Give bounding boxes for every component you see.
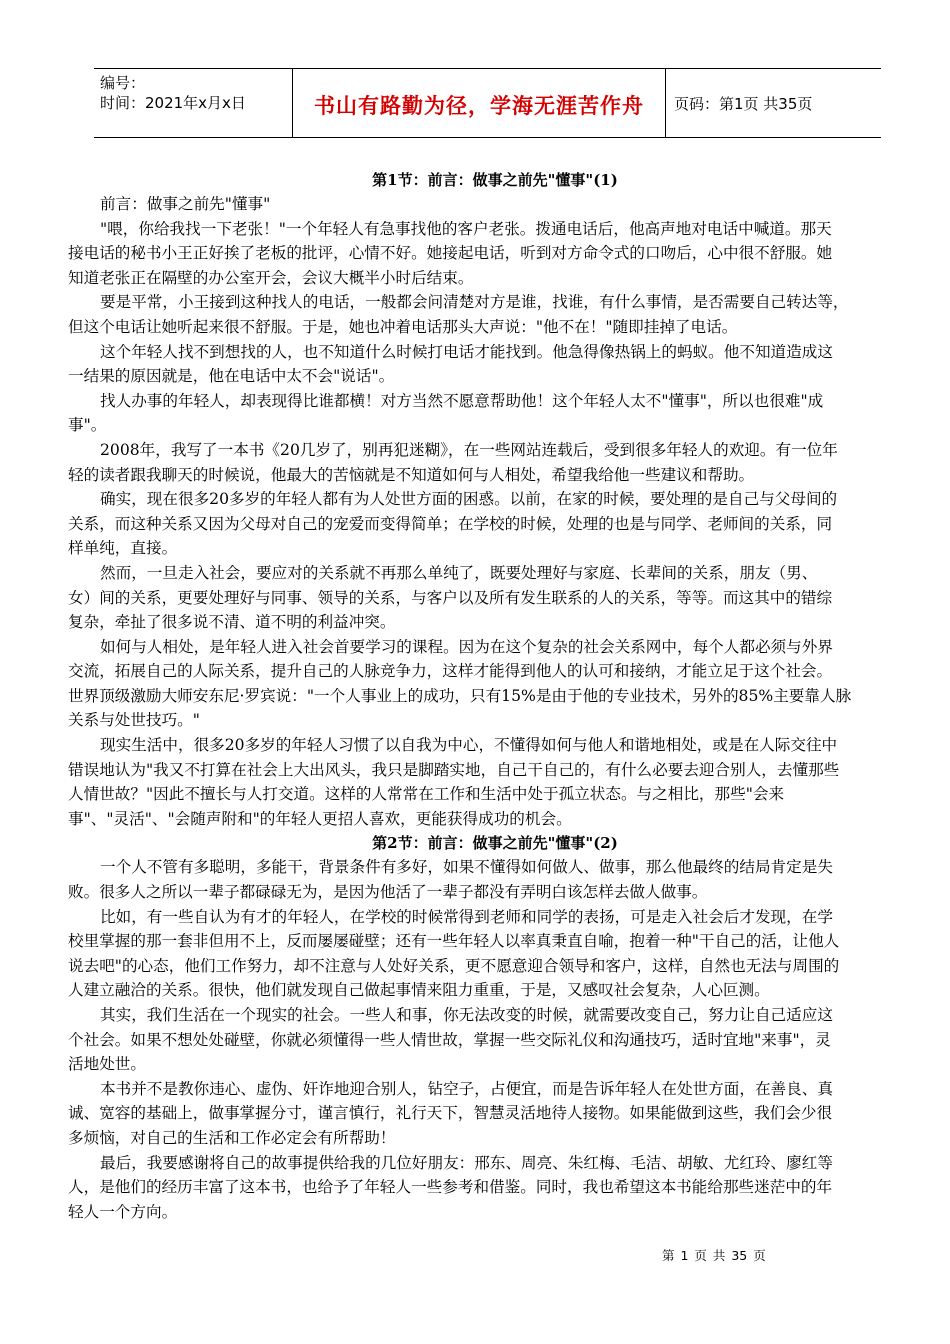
- paragraph-line: 轻的读者跟我聊天的时候说，他最大的苦恼就是不知道如何与人相处，希望我给他一些建议和帮助。: [68, 465, 755, 484]
- paragraph-line: 人建立融洽的关系。很快，他们就发现自己做起事情来阻力重重，于是，又感叹社会复杂，人心叵测。: [68, 981, 770, 1000]
- paragraph: [68, 855, 890, 904]
- paragraph-line: 人，是他们的经历丰富了这本书，也给予了年轻人一些参考和借鉴。同时，我也希望这本书能给那些迷茫中的年: [68, 1178, 833, 1197]
- paragraph-line: 世界顶级激励大师安东尼·罗宾说："一个人事业上的成功，只有15%是由于他的专业技术，另外的85%主要靠人脉: [68, 686, 852, 705]
- paragraph: [68, 290, 890, 339]
- header-page-cell: [666, 69, 881, 137]
- paragraph: [68, 905, 890, 1003]
- paragraph: [68, 733, 890, 831]
- paragraph-line: 败。很多人之所以一辈子都碌碌无为，是因为他活了一辈子都没有弄明白该怎样去做人做事。: [68, 883, 708, 902]
- paragraph: [68, 389, 890, 438]
- paragraph-line: 女）间的关系，更要处理好与同事、领导的关系，与客户以及所有发生联系的人的关系，等等。而这其中的错综: [68, 588, 833, 607]
- paragraph-line: 一结果的原因就是，他在电话中太不会"说话"。: [68, 367, 395, 386]
- paragraph-line: 现实生活中，很多20多岁的年轻人习惯了以自我为中心，不懂得如何与他人和谐地相处，或是在人际交往中: [100, 736, 838, 755]
- header-meta-cell: [94, 69, 293, 137]
- paragraph: [68, 438, 890, 487]
- paragraph-line: 找人办事的年轻人，却表现得比谁都横！对方当然不愿意帮助他！这个年轻人太不"懂事"，所以也很难"成: [100, 391, 824, 410]
- paragraph-line: 多烦恼，对自己的生活和工作必定会有所帮助！: [68, 1128, 396, 1147]
- paragraph-line: 活地处世。: [68, 1055, 146, 1074]
- paragraph-line: 错误地认为"我又不打算在社会上大出风头，我只是脚踏实地，自己干自己的，有什么必要去迎合别人，去懂那些: [68, 760, 840, 779]
- paragraph-line: 说去吧"的心态，他们工作努力，却不注意与人处好关系，更不愿意迎合领导和客户，这样，自然也无法与周围的: [68, 956, 840, 975]
- paragraph: [68, 1003, 890, 1077]
- paragraph-line: 关系，而这种关系又因为父母对自己的宠爱而变得简单；在学校的时候，处理的也是与同学、老师间的关系，同: [68, 514, 833, 533]
- paragraph: [68, 1077, 890, 1151]
- paragraph: [68, 340, 890, 389]
- paragraph: [68, 487, 890, 561]
- paragraph-line: 比如，有一些自认为有才的年轻人，在学校的时候常得到老师和同学的表扬，可是走入社会后才发现，在学: [100, 907, 833, 926]
- paragraph-line: 轻人一个方向。: [68, 1202, 178, 1221]
- paragraph: [68, 561, 890, 635]
- page-header: [94, 68, 881, 138]
- paragraph-line: 诚、宽容的基础上，做事掌握分寸，谨言慎行，礼行天下，智慧灵活地待人接物。如果能做到这些，我们会少很: [68, 1104, 833, 1123]
- paragraph-line: 知道老张正在隔壁的办公室开会，会议大概半小时后结束。: [68, 268, 474, 287]
- section-title: 第2节：前言：做事之前先"懂事"(2): [372, 834, 618, 853]
- paragraph-line: 如何与人相处，是年轻人进入社会首要学习的课程。因为在这个复杂的社会关系网中，每个人都必须与外界: [100, 637, 833, 656]
- paragraph: [68, 635, 890, 733]
- paragraph: [100, 192, 890, 217]
- paragraph-line: 接电话的秘书小王正好挨了老板的批评，心情不好。她接起电话，听到对方命令式的口吻后，心中很不舒服。她: [68, 244, 833, 263]
- paragraph-line: 人情世故？"因此不擅长与人打交道。这样的人常常在工作和生活中处于孤立状态。与之相比，那些"会来: [68, 785, 785, 804]
- paragraph-line: 事"、"灵活"、"会随声附和"的年轻人更招人喜欢，更能获得成功的机会。: [68, 809, 572, 828]
- paragraph-line: 要是平常，小王接到这种找人的电话，一般都会问清楚对方是谁，找谁，有什么事情，是否需要自己转达等，: [100, 293, 849, 312]
- paragraph-line: 但这个电话让她听起来很不舒服。于是，她也冲着电话那头大声说："他不在！"随即挂掉了电话。: [68, 317, 738, 336]
- number-label: 编号：: [100, 74, 146, 92]
- header-motto-cell: [293, 69, 666, 137]
- paragraph-line: 关系与处世技巧。": [68, 711, 200, 730]
- paragraph-line: 一个人不管有多聪明，多能干，背景条件有多好，如果不懂得如何做人、做事，那么他最终的结局肯定是失: [100, 858, 833, 877]
- paragraph-line: 最后，我要感谢将自己的故事提供给我的几位好朋友：邢东、周亮、朱红梅、毛洁、胡敏、尤红玲、廖红等: [100, 1153, 833, 1172]
- paragraph-line: 复杂，牵扯了很多说不清、道不明的利益冲突。: [68, 613, 396, 632]
- paragraph-line: 确实，现在很多20多岁的年轻人都有为人处世方面的困惑。以前，在家的时候，要处理的是自己与父母间的: [100, 490, 838, 509]
- paragraph-line: 个社会。如果不想处处碰壁，你就必须懂得一些人情世故，掌握一些交际礼仪和沟通技巧，适时宜地"来事"，灵: [68, 1030, 831, 1049]
- paragraph-line: 然而，一旦走入社会，要应对的关系就不再那么单纯了，既要处理好与家庭、长辈间的关系，朋友（男、: [100, 563, 818, 582]
- motto: 书山有路勤为径，学海无涯苦作舟: [314, 94, 644, 118]
- paragraph-line: 样单纯，直接。: [68, 539, 178, 558]
- paragraph-line: "喂，你给我找一下老张！"一个年轻人有急事找他的客户老张。拨通电话后，他高声地对电话中喊道。那天: [100, 219, 832, 238]
- paragraph-line: 其实，我们生活在一个现实的社会。一些人和事，你无法改变的时候，就需要改变自己，努力让自己适应这: [100, 1006, 833, 1024]
- page-code: 页码：第1页 共35页: [674, 95, 813, 113]
- paragraph-line: 校里掌握的那一套非但用不上，反而屡屡碰壁；还有一些年轻人以率真秉直自喻，抱着一种"干自己的活，让他人: [68, 932, 840, 951]
- paragraph-line: 这个年轻人找不到想找的人，也不知道什么时候打电话才能找到。他急得像热锅上的蚂蚁。他不知道造成这: [100, 342, 833, 361]
- paragraph: [68, 1151, 890, 1225]
- paragraph-line: 前言：做事之前先"懂事": [100, 195, 271, 213]
- page-footer: 第 1 页 共 35 页: [662, 1248, 766, 1263]
- paragraph-line: 本书并不是教你违心、虚伪、奸诈地迎合别人，钻空子，占便宜，而是告诉年轻人在处世方面，在善良、真: [100, 1079, 833, 1098]
- document-body: [68, 168, 890, 1224]
- paragraph-line: 交流，拓展自己的人际关系，提升自己的人脉竞争力，这样才能得到他人的认可和接纳，才能立足于这个社会。: [68, 662, 833, 681]
- section-title: 第1节：前言：做事之前先"懂事"(1): [372, 171, 618, 189]
- paragraph-line: 事"。: [68, 416, 107, 435]
- paragraph-line: 2008年，我写了一本书《20几岁了，别再犯迷糊》，在一些网站连载后，受到很多年轻人的欢迎。有一位年: [100, 440, 838, 459]
- time-label: 时间：2021年x月x日: [100, 94, 246, 112]
- paragraph: [68, 217, 890, 291]
